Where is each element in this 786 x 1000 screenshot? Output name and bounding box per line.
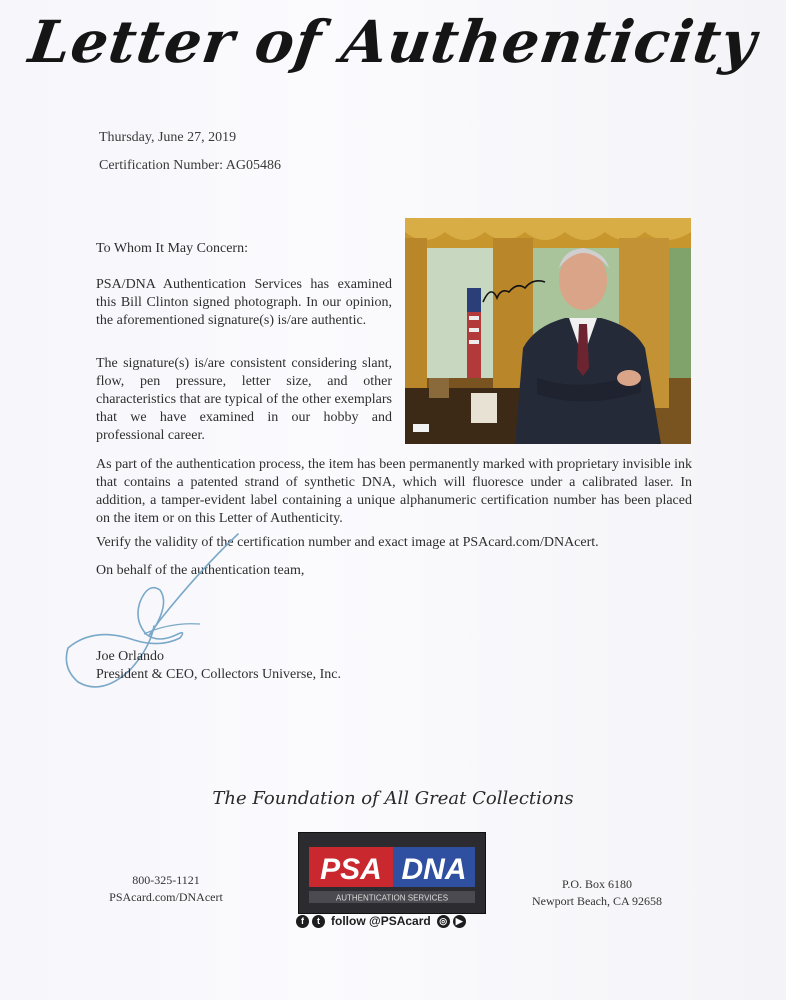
letter-date: Thursday, June 27, 2019 (99, 130, 237, 145)
letter-title: Letter of Authenticity (24, 8, 762, 76)
item-photograph (405, 218, 691, 444)
facebook-icon[interactable]: f (296, 915, 309, 928)
twitter-icon[interactable]: t (312, 915, 325, 928)
verify-text: Verify the validity of the certification number and exact image at PSAcard.com/DNAcert. (96, 535, 599, 550)
logo-left-text: PSA (320, 853, 382, 886)
website-text: PSAcard.com/DNAcert (109, 890, 223, 904)
social-links (296, 914, 496, 928)
certification-number: Certification Number: AG05486 (99, 158, 281, 173)
social-handle[interactable]: follow @PSAcard (331, 914, 431, 928)
logo-right-text: DNA (401, 853, 467, 886)
signer-title: President & CEO, Collectors Universe, Inc. (96, 667, 341, 682)
behalf-text: On behalf of the authentication team, (96, 563, 305, 578)
contact-left (96, 872, 236, 906)
paragraph-consistency: The signature(s) is/are consistent considering slant, flow, pen pressure, letter size, and other characteristics that are typical of the other exemplars that we have examined in our hobby and professional career. (96, 356, 392, 443)
footer-tagline: The Foundation of All Great Collections (212, 788, 574, 809)
city-address: Newport Beach, CA 92658 (532, 894, 662, 908)
logo-subtitle: AUTHENTICATION SERVICES (335, 893, 449, 903)
paragraph-dna-process: As part of the authentication process, the item has been permanently marked with proprietary invisible ink that contains a patented strand of synthetic DNA, which will fluoresce under a calibrated laser. In addition, a tamper-evident label containing a unique alphanumeric certification number has been placed on the item or on this Letter of Authenticity. (96, 457, 692, 526)
paragraph-examination: PSA/DNA Authentication Services has examined this Bill Clinton signed photograph. In our opinion, the aforementioned signature(s) is/are authentic. (96, 277, 392, 328)
salutation: To Whom It May Concern: (96, 241, 248, 256)
po-box: P.O. Box 6180 (561, 877, 632, 891)
phone-number: 800-325-1121 (132, 873, 200, 887)
contact-right (526, 876, 668, 910)
psa-dna-logo (298, 832, 486, 914)
youtube-icon[interactable]: ▶ (453, 915, 466, 928)
signer-name: Joe Orlando (96, 649, 165, 664)
instagram-icon[interactable]: ◎ (437, 915, 450, 928)
